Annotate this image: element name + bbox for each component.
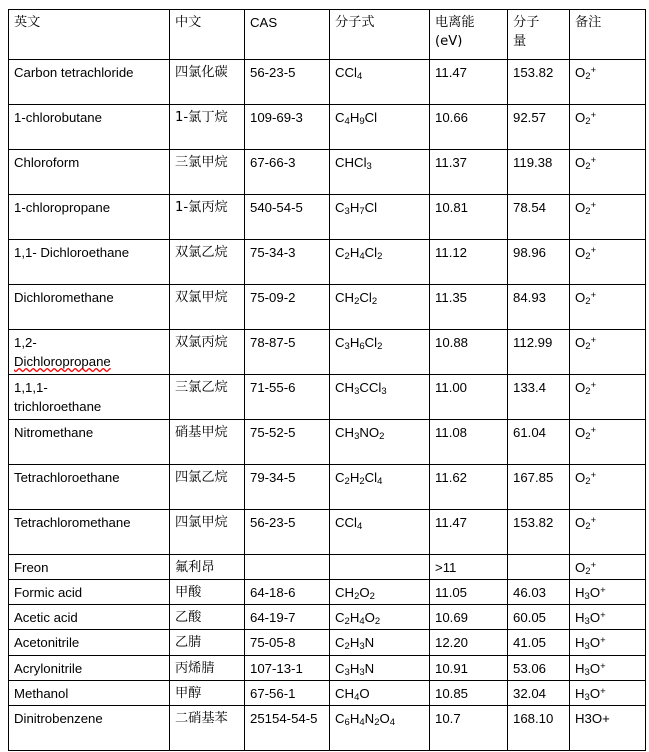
cell-cas: 64-18-6 [245,580,330,605]
cell-formula: $C_3H_6Cl_2$ [330,330,430,375]
cell-cas: 79-34-5 [245,465,330,510]
cell-remark: $H_3O^+$ [570,580,646,605]
table-row [9,510,646,555]
column-header-mass-line-1: 分子 [513,15,540,30]
cell-ionization-energy: 10.85 [430,680,508,705]
cell-english: Formic acid [9,580,170,605]
column-header-remark-line-1: 备注 [575,15,602,30]
column-header-chinese-line-1: 中文 [175,15,202,30]
table-row [9,680,646,705]
cell-chinese: 甲酸 [170,580,245,605]
cell-chinese: 四氯化碳 [170,60,245,105]
cell-molecular-mass: 133.4 [508,375,570,420]
cell-english: Acrylonitrile [9,655,170,680]
cell-ionization-energy: 10.88 [430,330,508,375]
cell-cas: 67-56-1 [245,680,330,705]
cell-cas: 109-69-3 [245,105,330,150]
chemical-ionization-table [8,9,646,751]
cell-ionization-energy: 11.12 [430,240,508,285]
cell-ionization-energy: 11.00 [430,375,508,420]
cell-cas: 25154-54-5 [245,705,330,750]
cell-remark: $O_2^+$ [570,375,646,420]
cell-ionization-energy: 11.47 [430,60,508,105]
cell-remark: $O_2^+$ [570,420,646,465]
cell-formula: $C_4H_9Cl$ [330,105,430,150]
cell-remark: $O_2^+$ [570,105,646,150]
cell-remark: $O_2^+$ [570,195,646,240]
cell-formula: $C_3H_3N$ [330,655,430,680]
cell-english: Freon [9,555,170,580]
cell-remark: $O_2^+$ [570,240,646,285]
cell-cas: 75-52-5 [245,420,330,465]
cell-cas: 107-13-1 [245,655,330,680]
cell-english: Methanol [9,680,170,705]
cell-formula: $C_2H_3N$ [330,630,430,655]
cell-remark: $H_3O^+$ [570,605,646,630]
table-row [9,580,646,605]
cell-english: Acetic acid [9,605,170,630]
cell-remark: $O_2^+$ [570,510,646,555]
cell-molecular-mass: 60.05 [508,605,570,630]
cell-english: 1,1- Dichloroethane [9,240,170,285]
cell-english: Tetrachloromethane [9,510,170,555]
column-header-mass [508,10,570,60]
cell-formula: $C_2H_4Cl_2$ [330,240,430,285]
table-row [9,630,646,655]
table-row [9,655,646,680]
table-row [9,195,646,240]
cell-cas: 78-87-5 [245,330,330,375]
cell-cas: 71-55-6 [245,375,330,420]
cell-english: Chloroform [9,150,170,195]
column-header-cas-line-1: CAS [250,15,278,30]
cell-english: Acetonitrile [9,630,170,655]
cell-molecular-mass: 119.38 [508,150,570,195]
cell-molecular-mass [508,555,570,580]
cell-ionization-energy: 11.08 [430,420,508,465]
cell-chinese: 三氯甲烷 [170,150,245,195]
cell-formula: $CH_2Cl_2$ [330,285,430,330]
cell-remark: $O_2^+$ [570,555,646,580]
column-header-remark [570,10,646,60]
cell-english-line-1: 1,2- [14,335,37,350]
cell-formula: CCl$_4$ [330,510,430,555]
cell-ionization-energy: 11.62 [430,465,508,510]
cell-remark: $H_3O^+$ [570,680,646,705]
cell-molecular-mass: 153.82 [508,60,570,105]
cell-remark: $O_2^+$ [570,330,646,375]
cell-ionization-energy: 10.69 [430,605,508,630]
column-header-mass-line-2: 量 [513,34,527,50]
cell-cas: 64-19-7 [245,605,330,630]
cell-formula: $CH_3CCl_3$ [330,375,430,420]
cell-molecular-mass: 98.96 [508,240,570,285]
cell-cas: 75-34-3 [245,240,330,285]
cell-chinese: 双氯甲烷 [170,285,245,330]
cell-english: Dinitrobenzene [9,705,170,750]
cell-ionization-energy: 10.81 [430,195,508,240]
cell-chinese: 二硝基苯 [170,705,245,750]
cell-molecular-mass: 61.04 [508,420,570,465]
column-header-ionization-line-2: (eV) [435,34,463,50]
table-row [9,240,646,285]
cell-ionization-energy: 12.20 [430,630,508,655]
cell-ionization-energy: 10.66 [430,105,508,150]
table-row [9,60,646,105]
cell-molecular-mass: 78.54 [508,195,570,240]
table-row [9,420,646,465]
cell-formula [330,555,430,580]
cell-formula: $CH_4O$ [330,680,430,705]
cell-cas: 56-23-5 [245,510,330,555]
table-row [9,375,646,420]
cell-remark: H3O+ [570,705,646,750]
cell-molecular-mass: 153.82 [508,510,570,555]
cell-english: Nitromethane [9,420,170,465]
column-header-ionization [430,10,508,60]
cell-english: Dichloromethane [9,285,170,330]
table-body [9,10,646,751]
table-row [9,150,646,195]
cell-chinese: 氟利昂 [170,555,245,580]
cell-cas [245,555,330,580]
cell-remark: $H_3O^+$ [570,630,646,655]
cell-formula: $C_3H_7Cl$ [330,195,430,240]
cell-english-line-1: 1,1,1- [14,380,48,395]
cell-remark: $O_2^+$ [570,60,646,105]
cell-chinese: 甲醇 [170,680,245,705]
table-row [9,605,646,630]
cell-chinese: 乙腈 [170,630,245,655]
cell-english: Tetrachloroethane [9,465,170,510]
cell-formula: CCl$_4$ [330,60,430,105]
cell-chinese: 丙烯腈 [170,655,245,680]
cell-chinese: 乙酸 [170,605,245,630]
cell-chinese: 1-氯丙烷 [170,195,245,240]
table-row [9,705,646,750]
column-header-formula [330,10,430,60]
cell-ionization-energy: 10.7 [430,705,508,750]
cell-english: 1-chloropropane [9,195,170,240]
column-header-english [9,10,170,60]
cell-molecular-mass: 32.04 [508,680,570,705]
cell-formula: CHCl$_3$ [330,150,430,195]
cell-cas: 75-09-2 [245,285,330,330]
cell-formula: $C_6H_4N_2O_4$ [330,705,430,750]
cell-english [9,375,170,420]
cell-formula: $CH_2O_2$ [330,580,430,605]
cell-english: Carbon tetrachloride [9,60,170,105]
cell-english: 1-chlorobutane [9,105,170,150]
cell-chinese: 硝基甲烷 [170,420,245,465]
cell-english-line-2: Dichloropropane [14,354,111,370]
cell-ionization-energy: 11.05 [430,580,508,605]
cell-remark: $O_2^+$ [570,150,646,195]
cell-ionization-energy: 10.91 [430,655,508,680]
cell-chinese: 四氯甲烷 [170,510,245,555]
cell-ionization-energy: >11 [430,555,508,580]
column-header-cas [245,10,330,60]
cell-remark: $H_3O^+$ [570,655,646,680]
cell-formula: $C_2H_4O_2$ [330,605,430,630]
table-row [9,105,646,150]
cell-chinese: 三氯乙烷 [170,375,245,420]
cell-ionization-energy: 11.37 [430,150,508,195]
cell-molecular-mass: 168.10 [508,705,570,750]
column-header-chinese [170,10,245,60]
cell-cas: 75-05-8 [245,630,330,655]
cell-cas: 540-54-5 [245,195,330,240]
cell-molecular-mass: 46.03 [508,580,570,605]
cell-remark: $O_2^+$ [570,465,646,510]
cell-chinese: 双氯乙烷 [170,240,245,285]
cell-ionization-energy: 11.35 [430,285,508,330]
cell-molecular-mass: 53.06 [508,655,570,680]
cell-chinese: 双氯丙烷 [170,330,245,375]
cell-english [9,330,170,375]
table-header-row [9,10,646,60]
column-header-english-line-1: 英文 [14,15,41,30]
cell-cas: 56-23-5 [245,60,330,105]
cell-molecular-mass: 84.93 [508,285,570,330]
cell-english-line-2: trichloroethane [14,399,102,415]
cell-chinese: 1-氯丁烷 [170,105,245,150]
cell-chinese: 四氯乙烷 [170,465,245,510]
cell-molecular-mass: 167.85 [508,465,570,510]
table-row [9,285,646,330]
cell-molecular-mass: 41.05 [508,630,570,655]
table-row [9,465,646,510]
cell-molecular-mass: 92.57 [508,105,570,150]
cell-remark: $O_2^+$ [570,285,646,330]
column-header-formula-line-1: 分子式 [335,15,375,30]
cell-molecular-mass: 112.99 [508,330,570,375]
cell-ionization-energy: 11.47 [430,510,508,555]
cell-cas: 67-66-3 [245,150,330,195]
cell-formula: $C_2H_2Cl_4$ [330,465,430,510]
column-header-ionization-line-1: 电离能 [435,15,475,30]
cell-formula: $CH_3NO_2$ [330,420,430,465]
table-row [9,330,646,375]
table-row [9,555,646,580]
